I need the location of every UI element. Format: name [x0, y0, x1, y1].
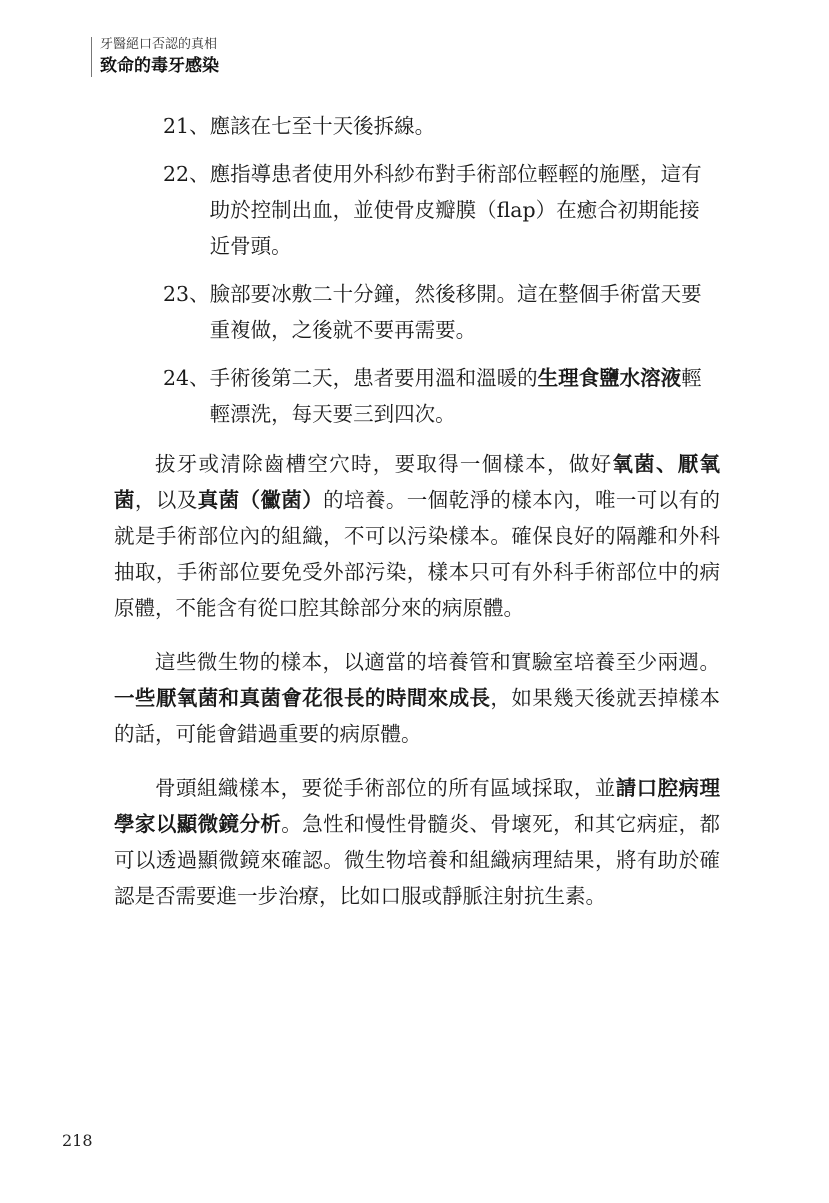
paragraph-bold-text: 真菌（黴菌）	[197, 488, 324, 512]
list-item-text-part: 輕輕漂洗，每天要三到四次。	[209, 366, 702, 426]
list-item-text: 應該在七至十天後拆線。	[209, 114, 436, 138]
paragraph-bold-text: 請口腔病理學家以顯微鏡分析	[114, 776, 721, 836]
list-item-number: 24、	[163, 366, 210, 390]
paragraph-text: 這些微生物的樣本，以適當的培養管和實驗室培養至少兩週。	[155, 650, 720, 674]
list-item-text: 應指導患者使用外科紗布對手術部位輕輕的施壓，這有助於控制出血，並使骨皮瓣膜（flap）在癒合初期能接近骨頭。	[209, 162, 702, 258]
list-item-text: 臉部要冰敷二十分鐘，然後移開。這在整個手術當天要重複做，之後就不要再需要。	[209, 282, 702, 342]
page-body	[114, 108, 720, 932]
running-header	[91, 37, 219, 77]
paragraph-text: ，如果幾天後就丟掉樣本的話，可能會錯過重要的病原體。	[114, 686, 721, 746]
paragraph-text: 骨頭組織樣本，要從手術部位的所有區域採取，並	[155, 776, 616, 800]
list-item-text	[210, 360, 720, 432]
header-title: 致命的毒牙感染	[100, 56, 219, 76]
paragraph-text: 。急性和慢性骨髓炎、骨壞死，和其它病症，都可以透過顯微鏡來確認。微生物培養和組織病理結果，將有助於確認是否需要進一步治療，比如口服或靜脈注射抗生素。	[114, 812, 721, 908]
page-number: 218	[62, 1131, 93, 1150]
header-subtitle: 牙醫絕口否認的真相	[100, 37, 218, 52]
list-item	[163, 156, 720, 264]
list-item	[163, 360, 720, 432]
list-item	[163, 108, 720, 144]
paragraph-bold-text: 氧菌、厭氧菌	[114, 452, 721, 512]
body-paragraph	[114, 446, 720, 626]
body-paragraph	[114, 770, 720, 914]
list-item-number: 23、	[163, 282, 210, 306]
list-item-text-part: 手術後第二天，患者要用溫和溫暖的	[209, 366, 538, 390]
list-item-bold-text: 生理食鹽水溶液	[537, 366, 682, 390]
list-item-number: 22、	[163, 162, 210, 186]
body-paragraph	[114, 644, 720, 752]
paragraph-text: 的培養。一個乾淨的樣本內，唯一可以有的就是手術部位內的組織，不可以污染樣本。確保良好的隔離和外科抽取，手術部位要免受外部污染，樣本只可有外科手術部位中的病原體，不能含有從口腔其餘部分來的病原體。	[114, 488, 721, 620]
list-item-number: 21、	[163, 114, 210, 138]
paragraph-text: 拔牙或清除齒槽空穴時，要取得一個樣本，做好	[155, 452, 613, 476]
list-item	[163, 276, 720, 348]
numbered-list	[114, 108, 720, 432]
paragraph-text: ，以及	[134, 488, 198, 512]
paragraph-bold-text: 一些厭氧菌和真菌會花很長的時間來成長	[114, 686, 491, 710]
